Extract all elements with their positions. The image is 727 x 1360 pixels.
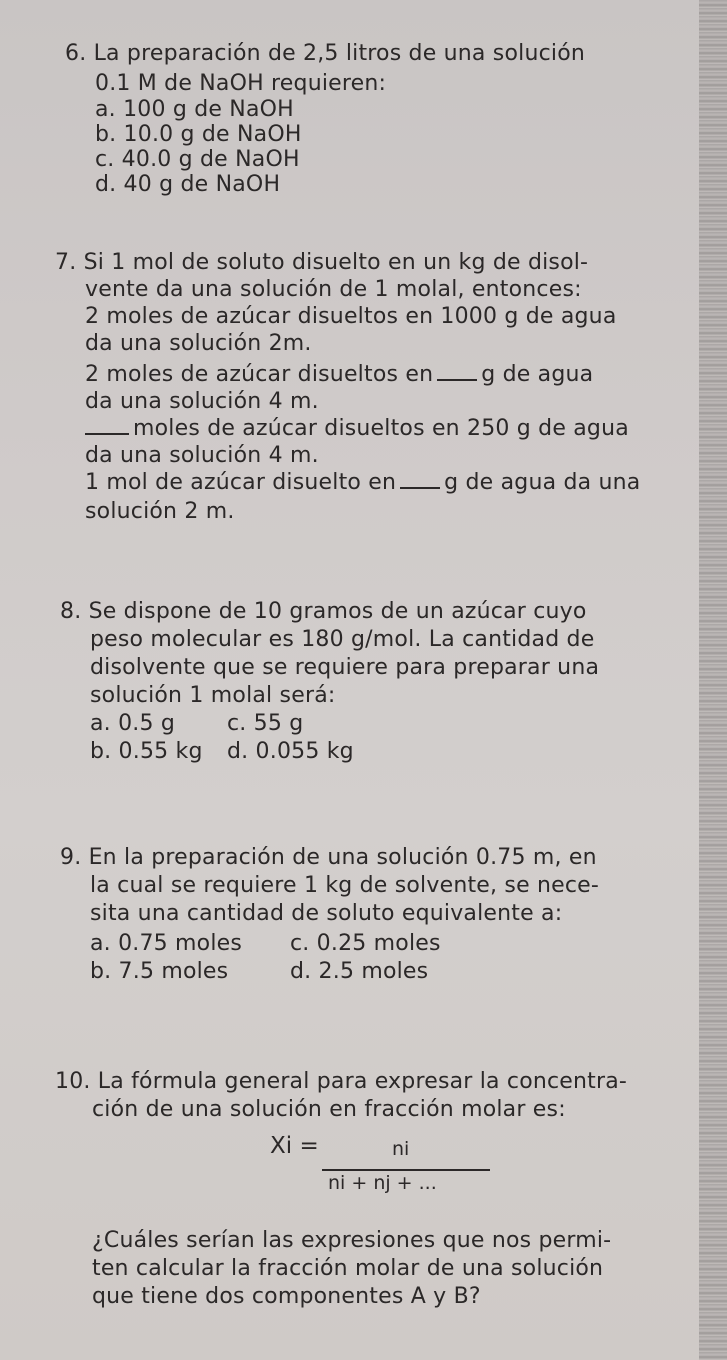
q8-line2: peso molecular es 180 g/mol. La cantidad de [90,627,595,652]
q8-option-b: b. 0.55 kg [90,739,203,764]
q7-line3: 2 moles de azúcar disueltos en 1000 g de agua [85,304,617,329]
q6-option-a: a. 100 g de NaOH [95,97,294,122]
q9-option-d: d. 2.5 moles [290,959,429,984]
q7-line9 [85,469,640,497]
mole-fraction-formula-lhs: Xi = [270,1133,319,1159]
q7-blank-1 [437,361,477,381]
q9-line1: 9. En la preparación de una solución 0.75 m, en [60,845,597,870]
q7-line9-end: g de agua da una [444,470,641,495]
q8-option-a: a. 0.5 g [90,711,176,736]
q7-line10: solución 2 m. [85,499,235,524]
q9-option-b: b. 7.5 moles [90,959,229,984]
q7-line7-text: moles de azúcar disueltos en 250 g de agua [133,416,629,441]
q7-line8: da una solución 4 m. [85,443,319,468]
q9-option-c: c. 0.25 moles [290,931,441,956]
q7-blank-2 [85,415,129,435]
fraction-bar [322,1169,490,1171]
q10-line5: que tiene dos componentes A y B? [92,1284,481,1309]
q6-line1: 6. La preparación de 2,5 litros de una solución [65,41,585,66]
q7-line2: vente da una solución de 1 molal, entonces: [85,277,582,302]
formula-numerator: ni [392,1138,410,1160]
q7-line6: da una solución 4 m. [85,389,319,414]
q8-line4: solución 1 molal será: [90,683,336,708]
q9-line3: sita una cantidad de soluto equivalente a: [90,901,563,926]
q7-blank-3 [400,469,440,489]
q10-line2: ción de una solución en fracción molar es: [92,1097,566,1122]
page-binding-edge [699,0,727,1360]
q6-option-d: d. 40 g de NaOH [95,172,281,197]
q8-line1: 8. Se dispone de 10 gramos de un azúcar cuyo [60,599,587,624]
q8-line3: disolvente que se requiere para preparar una [90,655,600,680]
formula-denominator: ni + nj + ... [328,1172,437,1194]
q8-option-d: d. 0.055 kg [227,739,354,764]
q10-line3: ¿Cuáles serían las expresiones que nos permi- [92,1228,612,1253]
q7-line5-start: 2 moles de azúcar disueltos en [85,362,434,387]
q8-option-c: c. 55 g [227,711,304,736]
q7-line7 [85,415,629,443]
q6-line2: 0.1 M de NaOH requieren: [95,71,387,96]
q7-line9-start: 1 mol de azúcar disuelto en [85,470,397,495]
q7-line5 [85,361,593,389]
q6-option-c: c. 40.0 g de NaOH [95,147,300,172]
q7-line1: 7. Si 1 mol de soluto disuelto en un kg de disol- [55,250,589,275]
q10-line1: 10. La fórmula general para expresar la concentra- [55,1069,628,1094]
q6-option-b: b. 10.0 g de NaOH [95,122,302,147]
q7-line4: da una solución 2m. [85,331,312,356]
q7-line5-end: g de agua [481,362,594,387]
q9-line2: la cual se requiere 1 kg de solvente, se nece- [90,873,600,898]
q9-option-a: a. 0.75 moles [90,931,243,956]
q10-line4: ten calcular la fracción molar de una solución [92,1256,604,1281]
